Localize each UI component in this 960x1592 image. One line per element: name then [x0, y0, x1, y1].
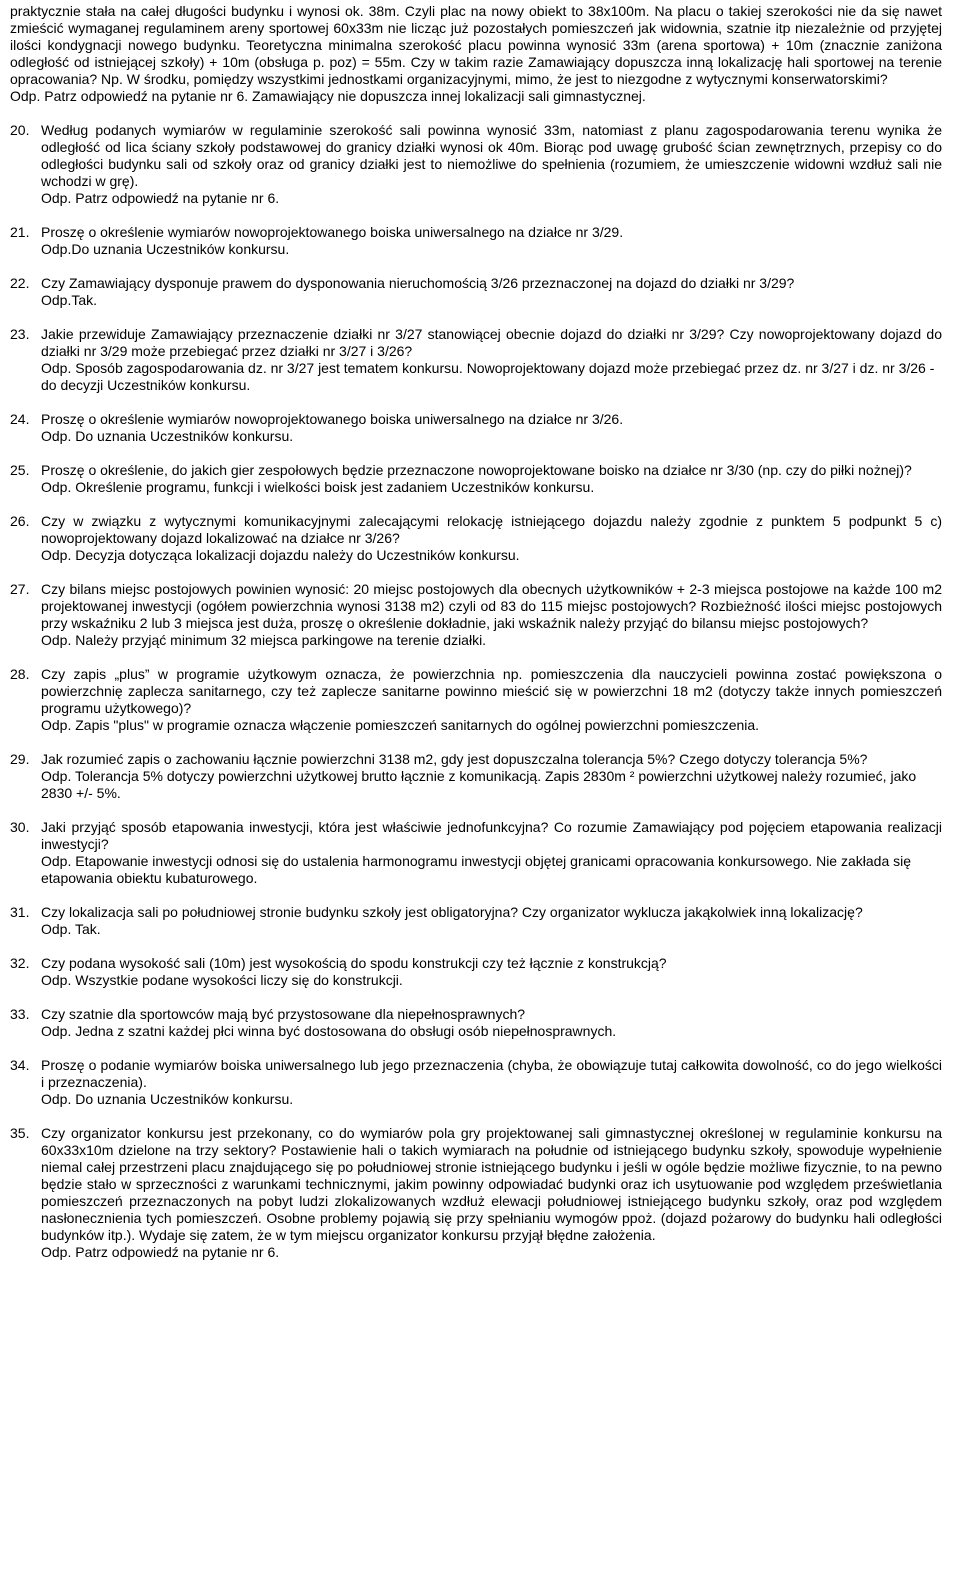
answer-text: Odp. Wszystkie podane wysokości liczy się do konstrukcji. [41, 972, 403, 988]
qa-item [10, 1125, 942, 1261]
question-number: 20. [10, 122, 30, 138]
qa-content [41, 1006, 942, 1040]
spacer [10, 802, 942, 819]
question-number: 30. [10, 819, 30, 835]
question-text: Czy lokalizacja sali po południowej stronie budynku szkoły jest obligatoryjna? Czy organizator wyklucza jakąkolwiek inną lokalizację? [41, 904, 863, 920]
qa-list [10, 122, 942, 1261]
question-number: 24. [10, 411, 30, 427]
qa-item [10, 819, 942, 887]
answer-text: Odp. Zapis "plus" w programie oznacza włączenie pomieszczeń sanitarnych do ogólnej powierzchni pomieszczenia. [41, 717, 760, 733]
answer-text: Odp. Do uznania Uczestników konkursu. [41, 428, 294, 444]
answer-text: Odp. Sposób zagospodarowania dz. nr 3/27 jest tematem konkursu. Nowoprojektowany dojazd może przebiegać przez dz. nr 3/27 i dz. nr 3/26 - do decyzji Uczestników konkursu. [41, 360, 935, 393]
intro-answer: Odp. Patrz odpowiedź na pytanie nr 6. Zamawiający nie dopuszcza innej lokalizacji sali gimnastycznej. [10, 88, 646, 104]
question-number: 31. [10, 904, 30, 920]
qa-content [41, 955, 942, 989]
spacer [10, 496, 942, 513]
spacer [10, 309, 942, 326]
qa-item [10, 581, 942, 649]
spacer [10, 258, 942, 275]
qa-content [41, 819, 942, 887]
question-number: 28. [10, 666, 30, 682]
question-text: Jak rozumieć zapis o zachowaniu łącznie powierzchni 3138 m2, gdy jest dopuszczalna tolerancja 5%? Czego dotyczy tolerancja 5%? [41, 751, 868, 767]
answer-text: Odp. Należy przyjąć minimum 32 miejsca parkingowe na terenie działki. [41, 632, 487, 648]
question-text: Jakie przewiduje Zamawiający przeznaczenie działki nr 3/27 stanowiącej obecnie dojazd do działki nr 3/29? Czy nowoprojektowany dojazd do działki nr 3/29 może przebiegać przez działki nr 3/27 i 3/26? [41, 326, 942, 359]
answer-text: Odp. Decyzja dotycząca lokalizacji dojazdu należy do Uczestników konkursu. [41, 547, 520, 563]
spacer [10, 938, 942, 955]
question-text: Czy Zamawiający dysponuje prawem do dysponowania nieruchomością 3/26 przeznaczonej na dojazd do działki nr 3/29? [41, 275, 795, 291]
qa-item [10, 1057, 942, 1108]
qa-content [41, 411, 942, 445]
spacer [10, 734, 942, 751]
answer-text: Odp. Określenie programu, funkcji i wielkości boisk jest zadaniem Uczestników konkursu. [41, 479, 595, 495]
answer-text: Odp.Tak. [41, 292, 98, 308]
question-number: 32. [10, 955, 30, 971]
spacer [10, 394, 942, 411]
question-text: Czy w związku z wytycznymi komunikacyjnymi zalecającymi relokację istniejącego dojazdu należy zgodnie z punktem 5 podpunkt 5 c) nowoprojektowany dojazd lokalizować na działce nr 3/26? [41, 513, 942, 546]
question-text: Czy podana wysokość sali (10m) jest wysokością do spodu konstrukcji czy też łącznie z konstrukcją? [41, 955, 667, 971]
qa-item [10, 904, 942, 938]
question-number: 33. [10, 1006, 30, 1022]
question-text: Czy zapis „plus” w programie użytkowym oznacza, że powierzchnia np. pomieszczenia dla nauczycieli powinna zostać powiększona o powierzchnię zaplecza sanitarnego, czy też zaplecze sanitarne powinno mieścić się w powierzchni 18 m2 (dotyczy także innych pomieszczeń programu użytkowego)? [41, 666, 942, 716]
qa-item [10, 666, 942, 734]
question-number: 35. [10, 1125, 30, 1141]
question-number: 27. [10, 581, 30, 597]
question-number: 26. [10, 513, 30, 529]
qa-content [41, 224, 942, 258]
qa-item [10, 224, 942, 258]
spacer [10, 1040, 942, 1057]
answer-text: Odp. Tolerancja 5% dotyczy powierzchni użytkowej brutto łącznie z komunikacją. Zapis 2830m ² powierzchni użytkowej należy rozumieć, jako 2830 +/- 5%. [41, 768, 917, 801]
qa-item [10, 462, 942, 496]
answer-text: Odp. Tak. [41, 921, 101, 937]
qa-content [41, 326, 942, 394]
qa-content [41, 1125, 942, 1261]
answer-text: Odp. Patrz odpowiedź na pytanie nr 6. [41, 1244, 280, 1260]
qa-content [41, 904, 942, 938]
question-text: Proszę o określenie wymiarów nowoprojektowanego boiska uniwersalnego na działce nr 3/29. [41, 224, 624, 240]
spacer [10, 1108, 942, 1125]
question-text: Czy bilans miejsc postojowych powinien wynosić: 20 miejsc postojowych dla obecnych użytkowników + 2-3 miejsca postojowe na każde 100 m2 projektowanej inwestycji (ogółem powierzchnia wynosi 3138 m2) czyli od 83 do 115 miejsc postojowych? Rozbieżność ilości miejsc postojowych przy wskaźniku 2 lub 3 miejsca jest duża, proszę o określenie dokładnie, jaki wskaźnik należy przyjąć do bilansu miejsc postojowych? [41, 581, 942, 631]
qa-content [41, 666, 942, 734]
qa-content [41, 581, 942, 649]
qa-content [41, 122, 942, 207]
qa-item [10, 513, 942, 564]
question-text: Proszę o określenie, do jakich gier zespołowych będzie przeznaczone nowoprojektowane boisko na działce nr 3/30 (np. czy do piłki nożnej)? [41, 462, 912, 478]
question-text: Czy szatnie dla sportowców mają być przystosowane dla niepełnosprawnych? [41, 1006, 526, 1022]
question-number: 29. [10, 751, 30, 767]
question-number: 25. [10, 462, 30, 478]
question-number: 21. [10, 224, 30, 240]
question-number: 34. [10, 1057, 30, 1073]
qa-item [10, 1006, 942, 1040]
question-number: 22. [10, 275, 30, 291]
qa-item [10, 411, 942, 445]
qa-item [10, 326, 942, 394]
answer-text: Odp. Etapowanie inwestycji odnosi się do ustalenia harmonogramu inwestycji objętej granicami opracowania konkursowego. Nie zakłada się etapowania obiektu kubaturowego. [41, 853, 912, 886]
answer-text: Odp.Do uznania Uczestników konkursu. [41, 241, 290, 257]
answer-text: Odp. Jedna z szatni każdej płci winna być dostosowana do obsługi osób niepełnosprawnych. [41, 1023, 617, 1039]
qa-content [41, 275, 942, 309]
question-text: Jaki przyjąć sposób etapowania inwestycji, która jest właściwie jednofunkcyjna? Co rozumie Zamawiający pod pojęciem etapowania realizacji inwestycji? [41, 819, 942, 852]
spacer [10, 207, 942, 224]
spacer [10, 887, 942, 904]
qa-content [41, 1057, 942, 1108]
qa-content [41, 751, 942, 802]
answer-text: Odp. Do uznania Uczestników konkursu. [41, 1091, 294, 1107]
answer-text: Odp. Patrz odpowiedź na pytanie nr 6. [41, 190, 280, 206]
qa-content [41, 462, 942, 496]
intro-block [10, 3, 942, 105]
qa-item [10, 275, 942, 309]
spacer [10, 105, 942, 122]
question-text: Proszę o podanie wymiarów boiska uniwersalnego lub jego przeznaczenia (chyba, że obowiązuje tutaj całkowita dowolność, co do jego wielkości i przeznaczenia). [41, 1057, 942, 1090]
question-number: 23. [10, 326, 30, 342]
qa-content [41, 513, 942, 564]
question-text: Proszę o określenie wymiarów nowoprojektowanego boiska uniwersalnego na działce nr 3/26. [41, 411, 624, 427]
intro-paragraph: praktycznie stała na całej długości budynku i wynosi ok. 38m. Czyli plac na nowy obiekt to 38x100m. Na placu o takiej szerokości nie da się nawet zmieścić wymaganej regulaminem areny sportowej 60x33m nie licząc już pozostałych pomieszczeń jak widownia, szatnie itp niezależnie od przyjętej ilości kondygnacji nowego budynku. Teoretyczna minimalna szerokość placu powinna wynosić 33m (arena sportowa) + 10m (znacznie zaniżona odległość od istniejącej szkoły) + 10m (obsługa p. poz) = 55m. Czy w takim razie Zamawiający dopuszcza inną lokalizację hali sportowej na terenie opracowania? Np. W środku, pomiędzy wszystkimi jednostkami organizacyjnymi, mimo, że jest to niezgodne z wytycznymi konserwatorskimi? [10, 3, 942, 87]
spacer [10, 564, 942, 581]
spacer [10, 649, 942, 666]
qa-item [10, 122, 942, 207]
spacer [10, 989, 942, 1006]
question-text: Czy organizator konkursu jest przekonany, co do wymiarów pola gry projektowanej sali gimnastycznej określonej w regulaminie konkursu na 60x33x10m dzielone na trzy sektory? Postawienie hali o takich wymiarach na południe od istniejącego budynku szkoły, spowoduje wypełnienie niemal całej przestrzeni placu znajdującego się po południowej stronie istniejącego budynku i jeśli w ogóle będzie możliwe fizycznie, to na pewno będzie stało w sprzeczności z warunkami technicznymi, jakim powinny odpowiadać budynki oraz ich usytuowanie pod względem prześwietlania pomieszczeń przeznaczonych na pobyt ludzi zlokalizowanych wzdłuż elewacji południowej istniejącego budynku szkoły, oraz pod względem nasłonecznienia tych pomieszczeń. Osobne problemy pojawią się przy spełnianiu wymogów ppoż. (dojazd pożarowy do budynku hali odległości budynków itp.). Wydaje się zatem, że w tym miejscu organizator konkursu przyjął błędne założenia. [41, 1125, 942, 1243]
qa-item [10, 751, 942, 802]
spacer [10, 445, 942, 462]
question-text: Według podanych wymiarów w regulaminie szerokość sali powinna wynosić 33m, natomiast z planu zagospodarowania terenu wynika że odległość od lica ściany szkoły podstawowej do granicy działki wynosi ok 40m. Biorąc pod uwagę grubość ścian zewnętrznych, przepisy co do odległości budynku sali od szkoły oraz od granicy działki jest to niemożliwe do spełnienia (rozumiem, że umieszczenie widowni wzdłuż sali nie wchodzi w grę). [41, 122, 942, 189]
qa-item [10, 955, 942, 989]
